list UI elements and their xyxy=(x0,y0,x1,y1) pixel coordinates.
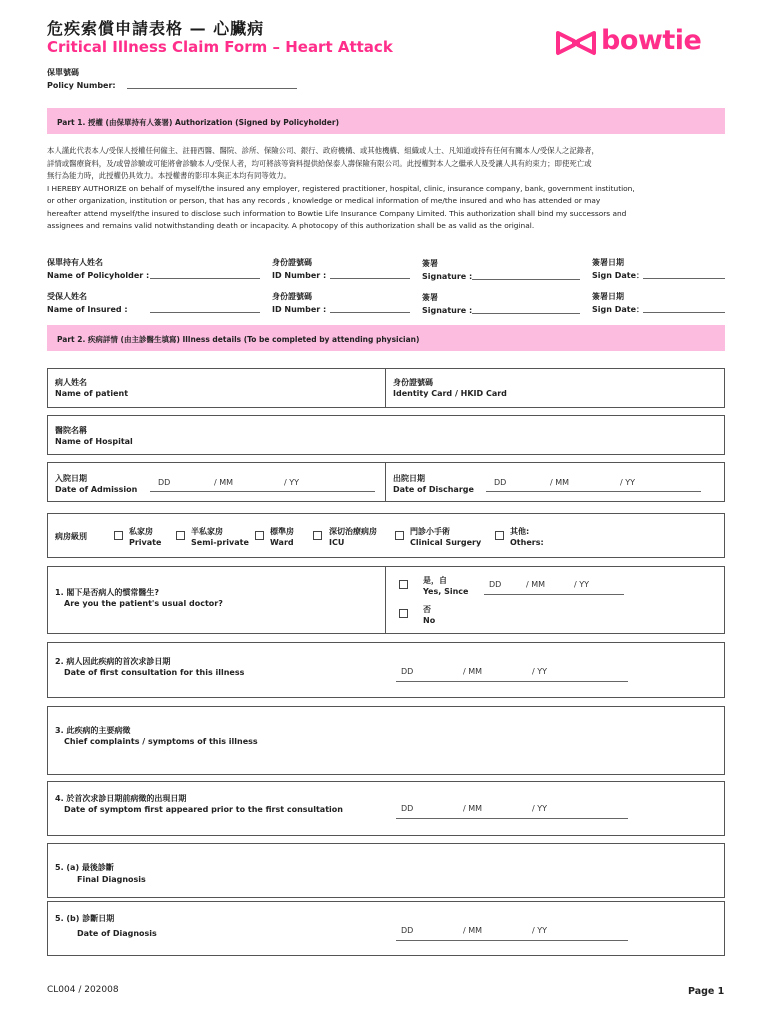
part2-heading: Part 2. 疾病詳情 (由主診醫生填寫) Illness details (To be completed by attending physician) xyxy=(57,335,420,344)
ward-option-zh: 其他: xyxy=(510,527,530,536)
patient-name-label-en: Name of patient xyxy=(55,389,129,398)
id-number-label-en: ID Number : xyxy=(272,305,327,314)
hospital-name-field[interactable] xyxy=(150,419,720,451)
insured-id-field[interactable] xyxy=(330,312,410,313)
patient-name-field[interactable] xyxy=(150,372,380,404)
ward-option-zh: 深切治療病房 xyxy=(329,527,377,536)
sign-date-label-en: Sign Date： xyxy=(592,271,644,280)
divider xyxy=(385,368,386,408)
insured-name-label-en: Name of Insured : xyxy=(47,305,128,314)
q5b-mm: / MM xyxy=(463,926,483,935)
policyholder-signature-field[interactable] xyxy=(472,279,580,280)
part1-heading: Part 1. 授權 (由保單持有人簽署) Authorization (Signed by Policyholder) xyxy=(57,118,339,127)
since-yy: / YY xyxy=(574,580,590,589)
insured-signature-field[interactable] xyxy=(472,313,580,314)
page-number: Page 1 xyxy=(688,986,725,997)
ward-class-label: 病房級別 xyxy=(55,532,87,541)
insured-name-field[interactable] xyxy=(150,312,260,313)
form-code: CL004 / 202008 xyxy=(47,985,119,995)
q4-label-zh: 4. 於首次求診日期前病徵的出現日期 xyxy=(55,794,187,803)
identity-card-label-en: Identity Card / HKID Card xyxy=(393,389,507,398)
ward-option-en: Private xyxy=(129,538,162,547)
q4-mm: / MM xyxy=(463,804,483,813)
divider xyxy=(385,462,386,502)
sign-date-label-zh: 簽署日期 xyxy=(592,258,624,267)
insured-name-label-zh: 受保人姓名 xyxy=(47,292,87,301)
discharge-yy: / YY xyxy=(620,478,636,487)
identity-card-label-zh: 身份證號碼 xyxy=(393,378,433,387)
q3-label-zh: 3. 此疾病的主要病徵 xyxy=(55,726,131,735)
ward-option-en: Others: xyxy=(510,538,544,547)
yes-label-zh: 是，自 xyxy=(423,576,447,585)
part2-header-band xyxy=(47,325,725,351)
diagnosis-date-field[interactable] xyxy=(396,940,628,941)
yes-label-en: Yes, Since xyxy=(423,587,469,596)
signature-label-zh: 簽署 xyxy=(422,259,438,268)
ward-option-en: Semi-private xyxy=(191,538,249,547)
logo-text: bowtie xyxy=(601,25,702,56)
since-dd: DD xyxy=(489,580,502,589)
bowtie-icon xyxy=(555,30,597,56)
clinical-surgery-checkbox[interactable] xyxy=(395,531,404,540)
yes-checkbox[interactable] xyxy=(399,580,408,589)
discharge-date-field[interactable] xyxy=(486,491,701,492)
no-checkbox[interactable] xyxy=(399,609,408,618)
policyholder-id-field[interactable] xyxy=(330,278,410,279)
ward-option-zh: 半私家房 xyxy=(191,527,223,536)
private-checkbox[interactable] xyxy=(114,531,123,540)
symptom-date-field[interactable] xyxy=(396,818,628,819)
q2-dd: DD xyxy=(401,667,414,676)
hospital-name-label-en: Name of Hospital xyxy=(55,437,133,446)
discharge-dd: DD xyxy=(494,478,507,487)
auth-line: hereafter attend myself/the insured to disclose such information to Bowtie Life Insurance Company Limited. This authorization shall bind my successors and xyxy=(47,208,627,218)
sign-date-label-zh: 簽署日期 xyxy=(592,292,624,301)
policy-number-label-zh: 保單號碼 xyxy=(47,68,79,77)
q5a-label-zh: 5. (a) 最後診斷 xyxy=(55,863,114,872)
signature-label-zh: 簽署 xyxy=(422,293,438,302)
semi-private-checkbox[interactable] xyxy=(176,531,185,540)
no-label-zh: 否 xyxy=(423,605,431,614)
admission-date-field[interactable] xyxy=(150,491,375,492)
ward-option-en: Ward xyxy=(270,538,294,547)
q1-label-zh: 1. 閣下是否病人的慣常醫生? xyxy=(55,588,160,597)
q2-yy: / YY xyxy=(532,667,548,676)
q5b-label-en: Date of Diagnosis xyxy=(77,929,157,938)
policyholder-name-field[interactable] xyxy=(150,278,260,279)
ward-option-zh: 標準房 xyxy=(270,527,294,536)
q5b-label-zh: 5. (b) 診斷日期 xyxy=(55,914,115,923)
discharge-date-label-en: Date of Discharge xyxy=(393,485,474,494)
others-field[interactable] xyxy=(550,528,720,548)
q1-label-en: Are you the patient's usual doctor? xyxy=(64,599,223,608)
policy-number-field[interactable] xyxy=(127,88,297,89)
final-diagnosis-field[interactable] xyxy=(200,848,720,893)
authorization-paragraph xyxy=(47,145,727,233)
ward-option-en: ICU xyxy=(329,538,345,547)
discharge-mm: / MM xyxy=(550,478,570,487)
q5b-dd: DD xyxy=(401,926,414,935)
insured-sign-date-field[interactable] xyxy=(643,312,725,313)
icu-checkbox[interactable] xyxy=(313,531,322,540)
admission-yy: / YY xyxy=(284,478,300,487)
divider xyxy=(385,566,386,634)
id-number-label-zh: 身份證號碼 xyxy=(272,258,312,267)
q4-yy: / YY xyxy=(532,804,548,813)
admission-dd: DD xyxy=(158,478,171,487)
discharge-date-label-zh: 出院日期 xyxy=(393,474,425,483)
admission-date-label-zh: 入院日期 xyxy=(55,474,87,483)
q5a-label-en: Final Diagnosis xyxy=(77,875,146,884)
signature-label-en: Signature : xyxy=(422,272,473,281)
chief-complaints-field[interactable] xyxy=(260,712,720,770)
q3-label-en: Chief complaints / symptoms of this illness xyxy=(64,737,258,746)
ward-checkbox[interactable] xyxy=(255,531,264,540)
patient-name-label-zh: 病人姓名 xyxy=(55,378,87,387)
id-number-label-zh: 身份證號碼 xyxy=(272,292,312,301)
q4-dd: DD xyxy=(401,804,414,813)
q4-label-en: Date of symptom first appeared prior to the first consultation xyxy=(64,805,343,814)
auth-line: 本人謹此代表本人/受保人授權任何僱主、註冊西醫、醫院、診所、保險公司、銀行、政府機構、或其他機構、組織或人士、凡知道或持有任何有關本人/受保人之記錄者， xyxy=(47,146,599,155)
ward-option-zh: 私家房 xyxy=(129,527,153,536)
q5b-yy: / YY xyxy=(532,926,548,935)
ward-option-zh: 門診小手術 xyxy=(410,527,450,536)
bowtie-logo xyxy=(555,25,725,58)
q2-label-zh: 2. 病人因此疾病的首次求診日期 xyxy=(55,657,171,666)
ward-option-en: Clinical Surgery xyxy=(410,538,482,547)
identity-card-field[interactable] xyxy=(520,372,720,404)
hospital-name-label-zh: 醫院名稱 xyxy=(55,426,87,435)
auth-line: I HEREBY AUTHORIZE on behalf of myself/the insured any employer, registered practitioner, hospital, clinic, insurance company, bank, government institution, xyxy=(47,183,635,193)
policyholder-name-label-en: Name of Policyholder : xyxy=(47,271,150,280)
form-title-en: Critical Illness Claim Form – Heart Attack xyxy=(47,38,393,56)
since-date-field[interactable] xyxy=(484,594,624,595)
auth-line: 無行為能力時，此授權仍具效力。本授權書的影印本與正本均有同等效力。 xyxy=(47,171,291,180)
form-title-zh: 危疾索償申請表格 — 心臟病 xyxy=(47,19,265,38)
admission-date-label-en: Date of Admission xyxy=(55,485,138,494)
q2-mm: / MM xyxy=(463,667,483,676)
part1-header-band xyxy=(47,108,725,134)
auth-line: 詳情或醫療資料，及/或曾診驗或可能將會診驗本人/受保人者，均可將該等資料提供給保泰人壽保險有限公司。此授權對本人之繼承人及受讓人具有約束力；即使死亡或 xyxy=(47,158,592,168)
since-mm: / MM xyxy=(526,580,546,589)
policy-number-label-en: Policy Number: xyxy=(47,81,116,90)
first-consultation-date-field[interactable] xyxy=(396,681,628,682)
admission-mm: / MM xyxy=(214,478,234,487)
auth-line: or other organization, institution or person, that has any records , knowledge or medical information of me/the insured and who has attended or may xyxy=(47,196,601,205)
q2-label-en: Date of first consultation for this illness xyxy=(64,668,245,677)
signature-label-en: Signature : xyxy=(422,306,473,315)
policyholder-name-label-zh: 保單持有人姓名 xyxy=(47,258,103,267)
no-label-en: No xyxy=(423,616,436,625)
policyholder-sign-date-field[interactable] xyxy=(643,278,725,279)
auth-line: assignees and remains valid notwithstanding death or incapacity. A photocopy of this authorization shall be as valid as the original. xyxy=(47,221,535,230)
id-number-label-en: ID Number : xyxy=(272,271,327,280)
others-checkbox[interactable] xyxy=(495,531,504,540)
sign-date-label-en: Sign Date： xyxy=(592,305,644,314)
